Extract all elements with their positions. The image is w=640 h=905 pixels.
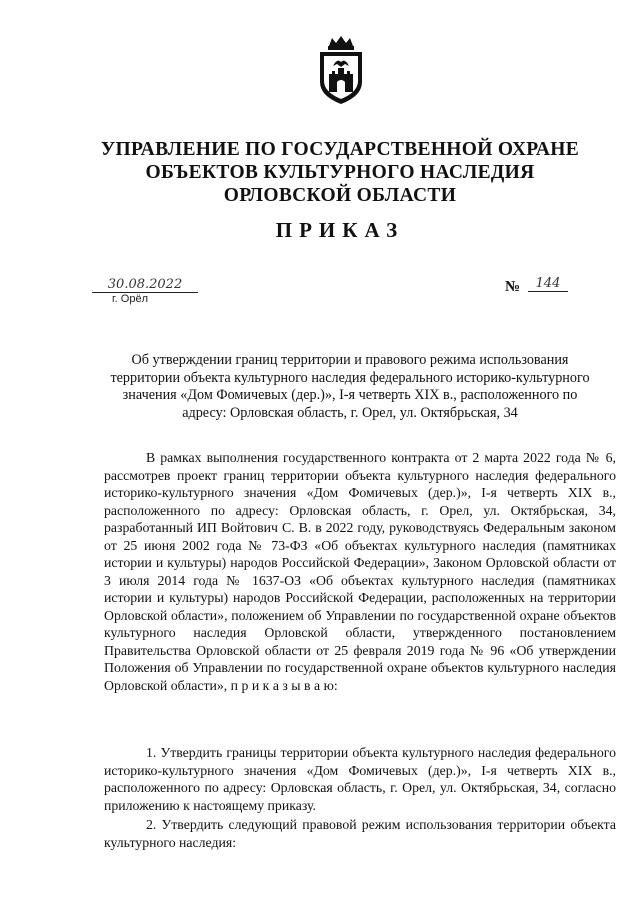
organization-name-line: ОБЪЕКТОВ КУЛЬТУРНОГО НАСЛЕДИЯ: [145, 162, 535, 183]
handwritten-order-number: 144: [528, 277, 568, 292]
order-item-2: 2. Утвердить следующий правовой режим использования территории объекта культурного наследия:: [104, 817, 616, 850]
coat-of-arms-icon: [315, 34, 367, 106]
organization-name-line: ОРЛОВСКОЙ ОБЛАСТИ: [223, 185, 457, 206]
order-number-label: №: [505, 279, 521, 295]
order-item-1: 1. Утвердить границы территории объекта культурного наследия федерального историко-культурного значения «Дом Фомичевых (дер.)», I-я четверть XIX в., расположенного по адресу: Орловская область, г. Орел, ул. Октябрьская, 34, согласно приложению к настоящему приказу.: [104, 745, 616, 813]
organization-name-line: УПРАВЛЕНИЕ ПО ГОСУДАРСТВЕННОЙ ОХРАНЕ: [100, 139, 580, 160]
document-type-title: ПРИКАЗ: [275, 218, 405, 242]
city-label: г. Орёл: [112, 293, 148, 305]
preamble-paragraph: В рамках выполнения государственного контракта от 2 марта 2022 года № 6, рассмотрев проект границ территории объекта культурного наследия федерального историко-культурного значения «Дом Фомичевых (дер.)», I-я четверть XIX в., расположенного по адресу: Орловская область, г. Орел, ул. Октябрьская, 34, разработанный ИП Войтович С. В. в 2022 году, руководствуясь Федеральным законом от 25 июня 2002 года № 73-ФЗ «Об объектах культурного наследия (памятниках истории и культуры) народов Российской Федерации», Законом Орловской области от 3 июля 2014 года № 1637-ОЗ «Об объектах культурного наследия (памятниках истории и культуры) народов Российской Федерации, расположенных на территории Орловской области», положением об Управлении по государственной охране объектов культурного наследия Орловской области, утвержденного постановлением Правительства Орловской области от 25 февраля 2019 года № 96 «Об утверждении Положения об Управлении по государственной охране объектов культурного наследия Орловской области», п р и к а з ы в а ю:: [104, 450, 616, 693]
order-subject: Об утверждении границ территории и правового режима использования территории объекта культурного наследия федерального историко-культурного значения «Дом Фомичевых (дер.)», I-я четверть XIX в., расположенного по адресу: Орловская область, г. Орел, ул. Октябрьская, 34: [110, 352, 590, 421]
handwritten-date: 30.08.2022: [92, 278, 198, 293]
